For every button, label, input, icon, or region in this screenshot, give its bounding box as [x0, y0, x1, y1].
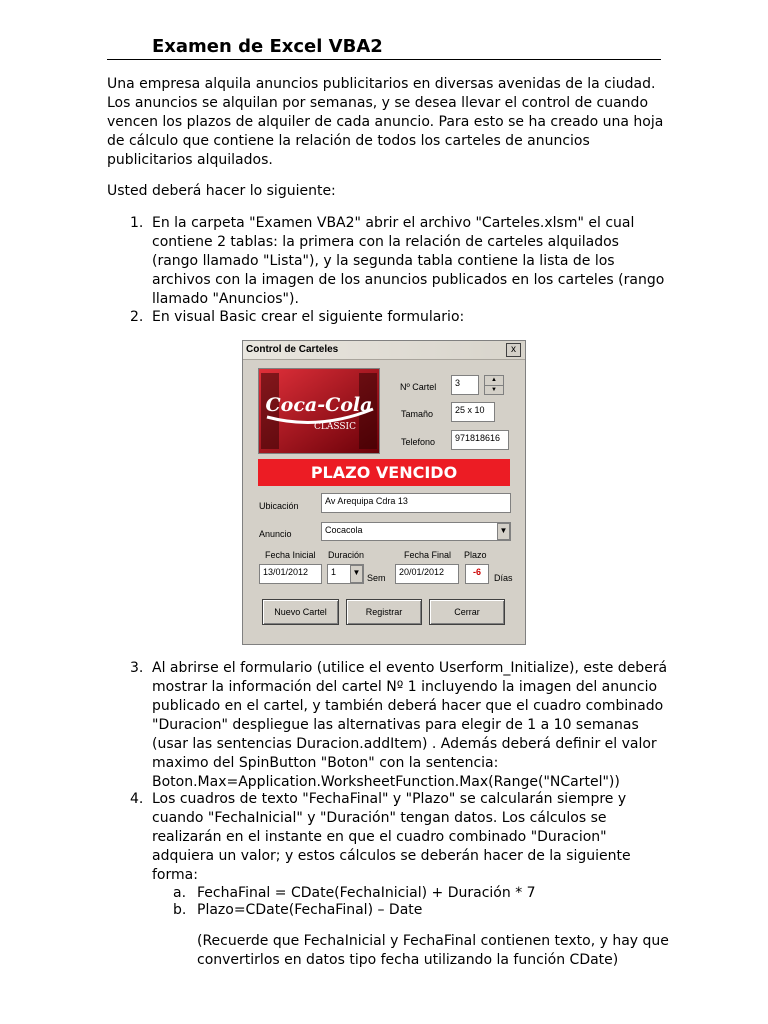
intro-line: Los anuncios se alquilan por semanas, y se desea llevar el control de cuando	[107, 95, 649, 111]
note-line: (Recuerde que FechaInicial y FechaFinal contienen texto, y hay que	[197, 933, 669, 949]
page-title: Examen de Excel VBA2	[152, 36, 383, 57]
duracion-combobox[interactable]: 1	[327, 564, 364, 584]
note-line: convertirlos en datos tipo fecha utilizando la función CDate)	[197, 952, 619, 968]
list-number: 4.	[130, 791, 144, 807]
list-line: publicado en el cartel, y también deberá hacer que el cuadro combinado	[152, 698, 664, 714]
intro-line: Una empresa alquila anuncios publicitarios en diversas avenidas de la ciudad.	[107, 76, 656, 92]
list-line: "Duracion" despliegue las alternativas para elegir de 1 a 10 semanas	[152, 717, 639, 733]
list-line: Los cuadros de texto "FechaFinal" y "Plazo" se calcularán siempre y	[152, 791, 627, 807]
title-rule	[107, 59, 661, 60]
plazo-vencido-banner: PLAZO VENCIDO	[258, 459, 510, 486]
list-line: (usar las sentencias Duracion.addItem) . Además deberá definir el valor	[152, 736, 657, 752]
list-line: archivos con la imagen de los anuncios publicados en los carteles (rango	[152, 272, 665, 288]
chevron-down-icon[interactable]: ▼	[350, 565, 363, 583]
telefono-label: Telefono	[401, 437, 436, 447]
nuevo-cartel-button[interactable]: Nuevo Cartel	[262, 599, 339, 625]
list-number: 2.	[130, 309, 144, 325]
intro-line: de cálculo que contiene la relación de todos los carteles de anuncios	[107, 133, 590, 149]
intro-line: publicitarios alquilados.	[107, 152, 273, 168]
fecha-inicial-field[interactable]: 13/01/2012	[259, 564, 322, 584]
spin-up-icon[interactable]: ▲	[485, 376, 503, 386]
list-line: forma:	[152, 867, 198, 883]
list-item	[152, 214, 672, 309]
sublist-item: Plazo=CDate(FechaFinal) – Date	[197, 902, 423, 918]
chevron-down-icon[interactable]: ▼	[497, 523, 510, 540]
list-line: En la carpeta "Examen VBA2" abrir el archivo "Carteles.xlsm" el cual	[152, 215, 635, 231]
tamano-field[interactable]: 25 x 10	[451, 402, 495, 422]
instruction-text: Usted deberá hacer lo siguiente:	[107, 183, 336, 199]
sublist-number: a.	[173, 885, 187, 901]
cerrar-button[interactable]: Cerrar	[429, 599, 505, 625]
anuncio-label: Anuncio	[259, 529, 292, 539]
list-line: En visual Basic crear el siguiente formulario:	[152, 309, 465, 325]
userform-control-carteles	[242, 340, 526, 645]
ncartel-label: Nº Cartel	[400, 382, 437, 392]
list-item	[152, 790, 672, 885]
intro-line: vencen los plazos de alquiler de cada anuncio. Para esto se ha creado una hoja	[107, 114, 664, 130]
spin-down-icon[interactable]: ▼	[491, 387, 497, 393]
list-line: Boton.Max=Application.WorksheetFunction.Max(Range("NCartel"))	[152, 774, 620, 790]
dias-label: Días	[494, 573, 513, 583]
list-item	[152, 659, 682, 792]
registrar-button[interactable]: Registrar	[346, 599, 422, 625]
duracion-label: Duración	[328, 550, 365, 560]
sublist-number: b.	[173, 902, 187, 918]
ubicacion-label: Ubicación	[259, 501, 299, 511]
telefono-field[interactable]: 971818616	[451, 430, 509, 450]
list-line: contiene 2 tablas: la primera con la relación de carteles alquilados	[152, 234, 619, 250]
list-line: llamado "Anuncios").	[152, 291, 299, 307]
ncartel-field[interactable]: 3	[451, 375, 479, 395]
advert-image	[258, 368, 380, 454]
spin-button[interactable]	[484, 375, 504, 395]
sublist-item: FechaFinal = CDate(FechaInicial) + Duración * 7	[197, 885, 536, 901]
fecha-final-field[interactable]: 20/01/2012	[395, 564, 459, 584]
list-item	[152, 308, 464, 327]
plazo-label: Plazo	[464, 550, 487, 560]
svg-text:CLASSIC: CLASSIC	[314, 422, 356, 432]
close-icon[interactable]: x	[506, 343, 521, 357]
svg-text:Coca-Cola: Coca-Cola	[265, 394, 373, 416]
plazo-field[interactable]: -6	[465, 564, 489, 584]
intro-paragraph	[107, 75, 667, 170]
list-line: (rango llamado "Lista"), y la segunda tabla contiene la lista de los	[152, 253, 615, 269]
ubicacion-field[interactable]: Av Arequipa Cdra 13	[321, 493, 511, 513]
list-line: realizarán en el instante en que el cuadro combinado "Duracion"	[152, 829, 607, 845]
list-number: 3.	[130, 660, 144, 676]
anuncio-combobox[interactable]: Cocacola	[321, 522, 511, 541]
fecha-inicial-label: Fecha Inicial	[265, 550, 316, 560]
sem-label: Sem	[367, 573, 386, 583]
form-titlebar	[243, 341, 525, 360]
list-line: Al abrirse el formulario (utilice el evento Userform_Initialize), este deberá	[152, 660, 668, 676]
list-line: mostrar la información del cartel Nº 1 incluyendo la imagen del anuncio	[152, 679, 658, 695]
list-line: cuando "FechaInicial" y "Duración" tengan datos. Los cálculos se	[152, 810, 607, 826]
list-number: 1.	[130, 215, 144, 231]
form-title: Control de Carteles	[246, 344, 339, 355]
tamano-label: Tamaño	[401, 409, 434, 419]
coca-cola-logo-icon	[259, 369, 379, 453]
list-line: adquiera un valor; y estos cálculos se deberán hacer de la siguiente	[152, 848, 631, 864]
list-line: maximo del SpinButton "Boton" con la sentencia:	[152, 755, 499, 771]
fecha-final-label: Fecha Final	[404, 550, 452, 560]
note-text	[197, 932, 677, 970]
